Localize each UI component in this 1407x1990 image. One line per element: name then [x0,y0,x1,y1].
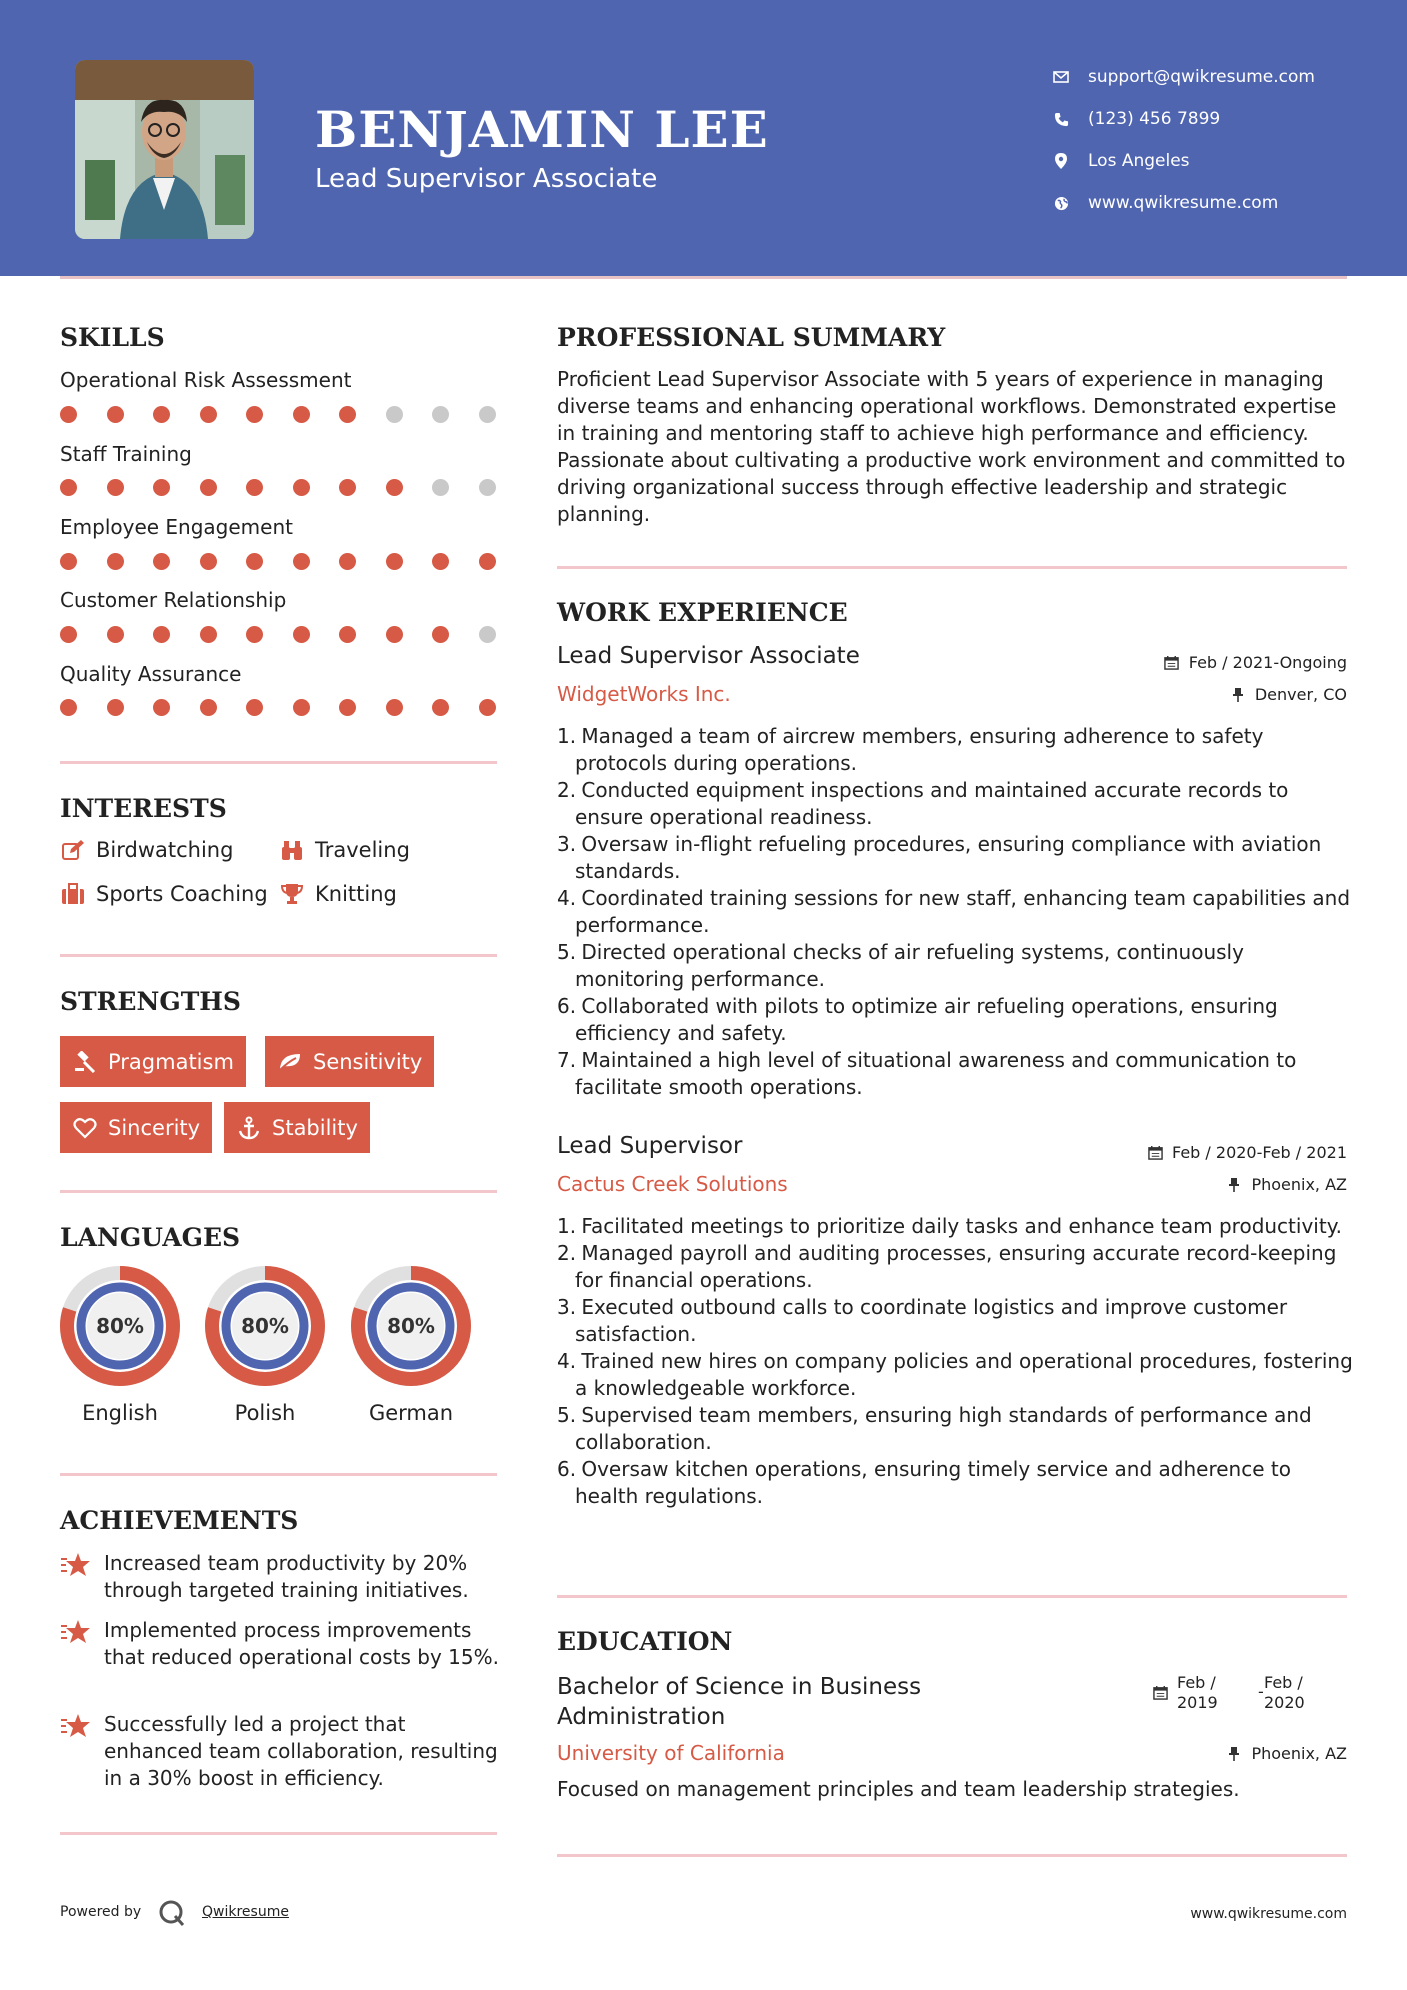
rating-dot-filled [246,699,263,716]
rating-dot-filled [107,553,124,570]
job-location [1225,1175,1347,1194]
profile-photo [75,60,254,239]
section-divider [60,954,497,957]
rating-dot-filled [60,479,77,496]
rating-dot-filled [153,626,170,643]
education-date-separator: - [1258,1682,1264,1701]
bullet-number: 2. [557,1241,577,1265]
education-location [1225,1744,1347,1763]
rating-dot-filled [153,553,170,570]
interest-label: Knitting [315,882,397,906]
skill-name: Quality Assurance [60,662,242,686]
section-divider [60,1473,497,1476]
star-badge-icon [60,1617,94,1671]
rating-dot-filled [246,479,263,496]
candidate-title: Lead Supervisor Associate [315,164,658,194]
interest-item [279,838,410,862]
strength-label: Pragmatism [108,1049,234,1074]
rating-dot-filled [293,626,310,643]
bullet-text: Oversaw kitchen operations, ensuring timely service and adherence to health regulations. [575,1457,1291,1508]
contact-website-text: www.qwikresume.com [1088,193,1279,213]
skill-rating [60,699,525,716]
bullet-text: Conducted equipment inspections and maintained accurate records to ensure operational readiness. [575,778,1289,829]
rating-dot-filled [246,406,263,423]
rating-dot-filled [246,626,263,643]
contact-email-text: support@qwikresume.com [1088,67,1315,87]
binoculars-icon [279,838,305,862]
languages-heading: LANGUAGES [60,1223,241,1252]
language-progress-ring [204,1265,326,1387]
contact-email[interactable] [1050,56,1315,98]
strengths-heading: STRENGTHS [60,987,241,1016]
job-bullet [557,1456,1353,1510]
pencil-square-icon [60,838,86,862]
section-divider [60,1190,497,1193]
star-badge-icon [60,1550,94,1604]
language-item [350,1265,472,1425]
bullet-text: Supervised team members, ensuring high standards of performance and collaboration. [575,1403,1312,1454]
job-location-text: Denver, CO [1254,685,1347,704]
achievements-heading: ACHIEVEMENTS [60,1506,299,1535]
rating-dot-filled [153,699,170,716]
language-item [204,1265,326,1425]
bullet-number: 3. [557,1295,577,1319]
rating-dot-filled [479,699,496,716]
interests-heading: INTERESTS [60,794,227,823]
job-title: Lead Supervisor [557,1133,743,1159]
rating-dot-filled [432,553,449,570]
strength-label: Sincerity [108,1115,201,1140]
briefcase-icon [60,882,86,906]
bullet-number: 2. [557,778,577,802]
rating-dot-filled [386,626,403,643]
header-divider [60,276,1347,279]
skill-rating [60,553,525,570]
bullet-text: Managed a team of aircrew members, ensuring adherence to safety protocols during operations. [575,724,1264,775]
education-heading: EDUCATION [557,1627,733,1656]
rating-dot-filled [293,406,310,423]
heart-icon [72,1116,98,1140]
achievement-text: Implemented process improvements that reduced operational costs by 15%. [104,1618,499,1669]
calendar-icon [1146,1144,1164,1162]
job-bullet [557,1348,1353,1402]
rating-dot-filled [107,479,124,496]
anchor-icon [236,1116,262,1140]
experience-heading: WORK EXPERIENCE [557,598,848,627]
bullet-text: Coordinated training sessions for new staff, enhancing team capabilities and performance. [575,886,1351,937]
resume-header [0,0,1407,276]
job-bullet [557,1294,1353,1348]
rating-dot-filled [200,626,217,643]
phone-icon [1050,108,1072,130]
job-location [1229,685,1347,704]
summary-text: Proficient Lead Supervisor Associate with 5 years of experience in managing diverse teams and enhancing operational workflows. Demonstrated expertise in training and mentoring staff to achieve high performance and efficiency. Passionate about cultivating a productive work environment and committed to driving organizational success through effective leadership and strategic planning. [557,367,1346,526]
rating-dot-filled [200,699,217,716]
rating-dot-filled [339,479,356,496]
summary-heading: PROFESSIONAL SUMMARY [557,323,946,352]
bullet-text: Maintained a high level of situational awareness and communication to facilitate smooth operations. [575,1048,1297,1099]
education-location-text: Phoenix, AZ [1251,1744,1347,1763]
rating-dot-filled [153,479,170,496]
company-name: WidgetWorks Inc. [557,682,731,706]
rating-dot-filled [200,553,217,570]
skill-rating [60,626,525,643]
education-start-date: Feb / 2019 [1177,1673,1218,1712]
globe-icon [1050,192,1072,214]
envelope-icon [1050,66,1072,88]
bullet-number: 4. [557,886,577,910]
rating-dot-filled [60,699,77,716]
bullet-text: Directed operational checks of air refueling systems, continuously monitoring performance. [575,940,1244,991]
language-progress-ring [59,1265,181,1387]
company-name: Cactus Creek Solutions [557,1172,788,1196]
language-name: German [368,1401,454,1425]
pushpin-icon [1225,1176,1243,1194]
skill-name: Employee Engagement [60,515,293,539]
bullet-number: 1. [557,724,577,748]
job-bullet [557,1213,1353,1240]
job-date [1163,653,1347,672]
bullet-text: Oversaw in-flight refueling procedures, ensuring compliance with aviation standards. [575,832,1322,883]
bullet-text: Trained new hires on company policies and operational procedures, fostering a knowledgeable workforce. [575,1349,1353,1400]
rating-dot-filled [339,626,356,643]
bullet-number: 6. [557,994,577,1018]
contact-website[interactable] [1050,182,1315,224]
bullet-text: Collaborated with pilots to optimize air refueling operations, ensuring efficiency and safety. [575,994,1278,1045]
bullet-text: Managed payroll and auditing processes, ensuring accurate record-keeping for financial operations. [575,1241,1337,1292]
trophy-icon [279,882,305,906]
language-name: Polish [234,1401,296,1425]
rating-dot-filled [339,553,356,570]
rating-dot-filled [479,553,496,570]
section-divider [557,1595,1347,1598]
bullet-number: 5. [557,940,577,964]
contact-location [1050,140,1315,182]
rating-dot-filled [386,699,403,716]
footer-website[interactable]: www.qwikresume.com [1190,1906,1347,1922]
strength-badge [60,1102,212,1153]
rating-dot-filled [246,553,263,570]
skill-name: Operational Risk Assessment [60,368,352,392]
job-bullet [557,939,1353,993]
skills-heading: SKILLS [60,323,165,352]
rating-dot-filled [293,553,310,570]
bullet-text: Executed outbound calls to coordinate logistics and improve customer satisfaction. [575,1295,1288,1346]
language-name: English [82,1401,158,1425]
contact-phone[interactable] [1050,98,1315,140]
school-name: University of California [557,1741,785,1765]
language-item [59,1265,181,1425]
rating-dot-filled [339,699,356,716]
rating-dot-filled [107,406,124,423]
star-badge-icon [60,1711,94,1792]
rating-dot-filled [60,553,77,570]
rating-dot-empty [386,406,403,423]
achievement-text: Increased team productivity by 20% through targeted training initiatives. [104,1551,469,1602]
job-bullet [557,1402,1353,1456]
calendar-icon [1163,654,1181,672]
rating-dot-empty [479,406,496,423]
candidate-name: BENJAMIN LEE [315,100,769,159]
rating-dot-filled [339,406,356,423]
rating-dot-filled [293,479,310,496]
section-divider [60,761,497,764]
rating-dot-empty [432,406,449,423]
rating-dot-filled [432,626,449,643]
education-description: Focused on management principles and team leadership strategies. [557,1777,1240,1801]
pushpin-icon [1225,1745,1243,1763]
strength-badge [224,1102,370,1153]
rating-dot-filled [107,626,124,643]
bullet-number: 7. [557,1048,577,1072]
interest-item [279,882,397,906]
job-bullet [557,831,1353,885]
rating-dot-empty [432,479,449,496]
bullet-number: 3. [557,832,577,856]
rating-dot-filled [432,699,449,716]
language-progress-ring [350,1265,472,1387]
degree-title: Bachelor of Science in Business Administration [557,1674,922,1730]
bullet-number: 4. [557,1349,577,1373]
job-bullet [557,885,1353,939]
interest-item [60,882,268,906]
job-bullet [557,777,1353,831]
skill-rating [60,406,525,423]
rating-dot-filled [60,626,77,643]
contact-list [1050,56,1315,224]
job-bullets [557,1213,1353,1510]
job-bullet [557,723,1353,777]
achievement-text: Successfully led a project that enhanced team collaboration, resulting in a 30% boost in efficiency. [104,1712,498,1790]
skill-name: Customer Relationship [60,588,287,612]
pushpin-icon [1229,686,1247,704]
bullet-number: 6. [557,1457,577,1481]
job-bullet [557,1047,1353,1101]
language-percent: 80% [387,1314,435,1338]
qwikresume-logo-icon [158,1899,186,1931]
language-percent: 80% [241,1314,289,1338]
section-divider [60,1832,497,1835]
job-date-text: Feb / 2021-Ongoing [1188,653,1347,672]
bullet-text: Facilitated meetings to prioritize daily tasks and enhance team productivity. [575,1214,1343,1238]
brand-link[interactable]: Qwikresume [202,1904,289,1920]
rating-dot-empty [479,626,496,643]
rating-dot-filled [60,406,77,423]
rating-dot-filled [293,699,310,716]
gavel-icon [72,1050,98,1074]
contact-phone-text: (123) 456 7899 [1088,109,1221,129]
calendar-icon [1153,1685,1168,1704]
rating-dot-filled [200,479,217,496]
powered-by-text: Powered by [60,1904,142,1920]
section-divider [557,1854,1347,1857]
skill-rating [60,479,525,496]
job-bullet [557,1240,1353,1294]
language-percent: 80% [96,1314,144,1338]
rating-dot-filled [200,406,217,423]
rating-dot-filled [386,553,403,570]
rating-dot-filled [153,406,170,423]
bullet-number: 5. [557,1403,577,1427]
education-end-date: Feb / 2020 [1264,1673,1305,1712]
rating-dot-filled [107,699,124,716]
achievement-item [60,1617,500,1671]
job-title: Lead Supervisor Associate [557,643,860,669]
achievement-item [60,1550,500,1604]
strength-label: Stability [272,1115,358,1140]
strength-badge [265,1036,434,1087]
job-date [1146,1143,1347,1162]
interest-item [60,838,233,862]
section-divider [557,566,1347,569]
rating-dot-filled [386,479,403,496]
contact-location-text: Los Angeles [1088,151,1190,171]
interest-label: Sports Coaching [96,882,268,906]
achievement-item [60,1711,500,1792]
strength-badge [60,1036,246,1087]
skill-name: Staff Training [60,442,192,466]
interest-label: Birdwatching [96,838,234,862]
job-date-text: Feb / 2020-Feb / 2021 [1172,1143,1347,1162]
leaf-icon [277,1050,303,1074]
bullet-number: 1. [557,1214,577,1238]
map-pin-icon [1050,150,1072,172]
job-bullets [557,723,1353,1101]
strength-label: Sensitivity [313,1049,423,1074]
rating-dot-empty [479,479,496,496]
job-bullet [557,993,1353,1047]
interest-label: Traveling [315,838,410,862]
job-location-text: Phoenix, AZ [1251,1175,1347,1194]
